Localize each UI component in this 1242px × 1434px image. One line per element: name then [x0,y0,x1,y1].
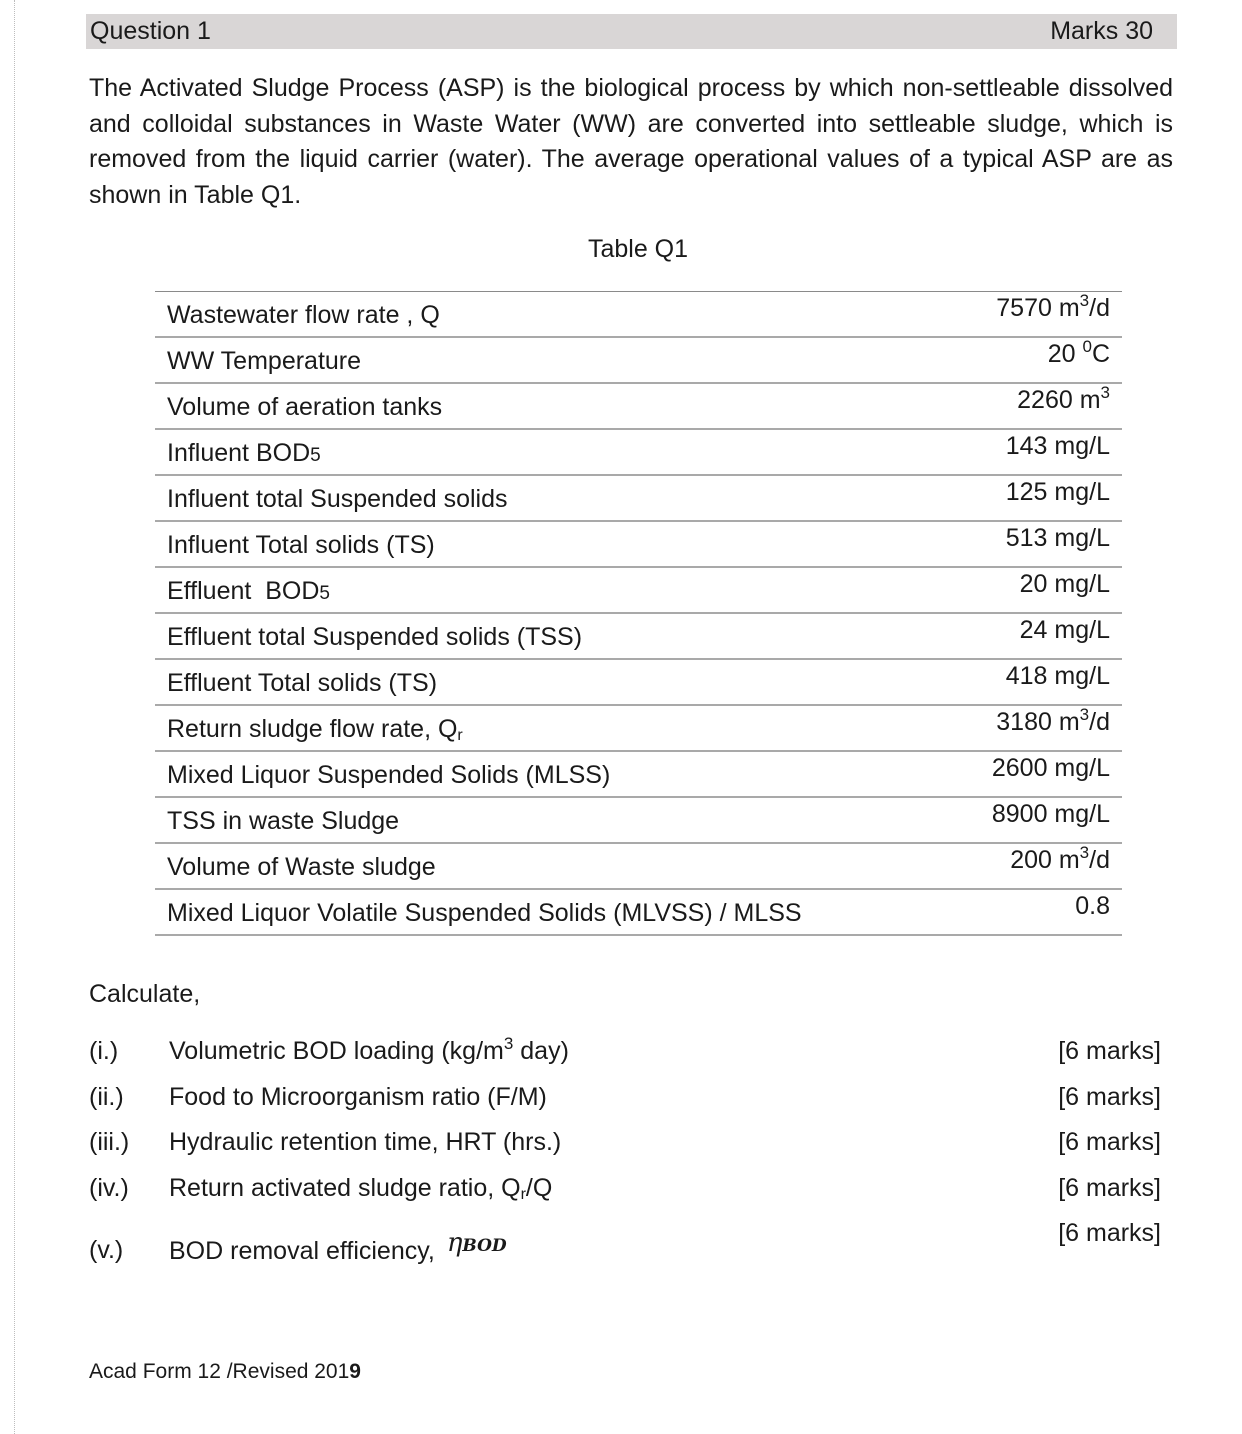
table-row [155,292,1122,338]
marks-iii: [6 marks] [1058,1128,1161,1156]
page-left-border [14,0,15,1434]
table-row [155,660,1122,706]
row-value: 3180 $m^3/d$ [996,705,1110,736]
row-label: Return sludge flow rate, Qr [167,715,463,744]
row-label: Effluent Total solids (TS) [167,669,438,697]
row-value: 7570 $m^3/d$ [996,291,1110,322]
table-row [155,614,1122,660]
eta-bod-symbol: ηBOD [446,1228,507,1258]
task-text: Hydraulic retention time, HRT (hrs.) [169,1128,562,1156]
row-label: Influent Total solids (TS) [167,531,435,559]
row-value: 2600 mg/L [991,754,1110,782]
row-label: Wastewater flow rate , Q [167,301,440,329]
task-number: (ii.) [89,1083,124,1111]
row-label: Mixed Liquor Volatile Suspended Solids (MLVSS) / MLSS [167,899,802,927]
row-label: Volume of Waste sludge [167,853,436,881]
marks-ii: [6 marks] [1058,1083,1161,1111]
row-label: Effluent BOD5 [167,577,330,605]
row-label: Influent total Suspended solids [167,485,508,513]
table-row [155,752,1122,798]
task-text: Volumetric BOD loading ($kg/m^3$ day) [169,1034,569,1065]
row-value: 200 $m^3/d$ [1010,843,1110,874]
footer-form-id: Acad Form 12 /Revised 2019 [89,1360,361,1383]
table-row [155,476,1122,522]
row-label: Influent BOD5 [167,439,321,467]
table-row [155,568,1122,614]
task-number: (v.) [89,1236,124,1264]
row-value: 0.8 [1075,892,1110,920]
question-header-bar [86,14,1177,49]
row-value: 418 mg/L [1005,662,1110,690]
table-row [155,430,1122,476]
intro-paragraph: The Activated Sludge Process (ASP) is the biological process by which non-settleable dissolved and colloidal substances in Waste Water (WW) are converted into settleable sludge, which is removed from the liquid carrier (water). The average operational values of a typical ASP are as shown in Table Q1. [89,74,1173,209]
table-caption: Table Q1 [587,235,689,263]
row-value: 143 mg/L [1005,432,1110,460]
row-label: Volume of aeration tanks [167,393,443,421]
marks-v: [6 marks] [1058,1219,1161,1247]
row-value: 2260 $m^3$ [1017,383,1110,414]
task-text: BOD removal efficiency, ηBOD [169,1228,507,1265]
row-value: 24 mg/L [1019,616,1110,644]
table-row [155,384,1122,430]
table-row [155,522,1122,568]
task-number: (iv.) [89,1174,129,1202]
calculate-label: Calculate, [89,980,201,1008]
row-label: TSS in waste Sludge [167,807,400,835]
table-row [155,844,1122,890]
table-row [155,706,1122,752]
table-row [155,338,1122,384]
task-text: Food to Microorganism ratio (F/M) [169,1083,547,1111]
task-number: (iii.) [89,1128,130,1156]
marks-iv: [6 marks] [1058,1174,1161,1202]
row-value: 125 mg/L [1005,478,1110,506]
task-text: Return activated sludge ratio, Qr/Q [169,1174,553,1203]
row-label: Effluent total Suspended solids (TSS) [167,623,583,651]
row-value: 20 mg/L [1019,570,1110,598]
row-value: 20 $^0$C [1047,337,1110,368]
row-value: 8900 mg/L [991,800,1110,828]
table-row [155,798,1122,844]
table-row [155,890,1122,936]
question-title: Question 1 [90,17,211,45]
row-label: WW Temperature [167,347,362,375]
marks-i: [6 marks] [1058,1037,1161,1065]
row-label: Mixed Liquor Suspended Solids (MLSS) [167,761,611,789]
parameters-table [155,291,1122,936]
question-marks: Marks 30 [1050,17,1153,45]
task-number: (i.) [89,1037,119,1065]
row-value: 513 mg/L [1005,524,1110,552]
